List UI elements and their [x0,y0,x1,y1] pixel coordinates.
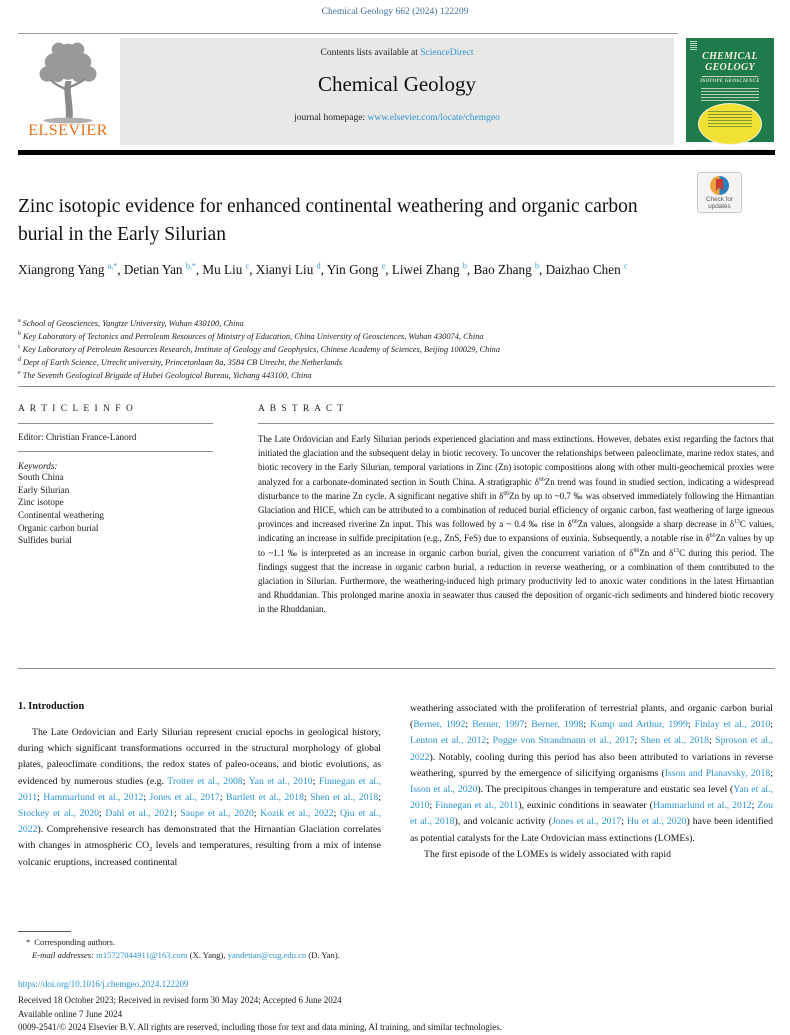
affiliation-text: Dept of Earth Science, Utrecht university, Princetonlaan 8a, 3584 CB Utrecht, the Netherlands [23,358,342,368]
text-segment: , Yin Gong [320,262,382,277]
text-segment: ; [687,719,695,731]
inline-link[interactable]: Kozik et al., 2022 [260,808,334,820]
check-for-updates-badge[interactable] [697,172,742,213]
inline-link[interactable]: Sproson et al., 2022 [410,735,773,763]
affiliation-label: c [18,344,21,351]
contents-line [120,48,674,58]
text-segment: weathering associated with the proliferation of terrestrial plants, and organic carbon burial ( [410,703,773,731]
email-addresses-line [32,949,758,962]
affiliation-text: Key Laboratory of Petroleum Resources Research, Institute of Geology and Geophysics, Chinese Academy of Sciences, Beijing 100029, China [22,345,501,355]
affiliation-text: Key Laboratory of Tectonics and Petroleum Resources of Ministry of Education, China University of Geosciences, Wuhan 430074, China [23,332,484,342]
inline-link[interactable]: Hammarlund et al., 2012 [652,800,752,812]
cover-yellow-ellipse [698,103,762,145]
text-segment: ; [303,791,311,803]
check-updates-line1: Check for [706,196,733,203]
text-segment: 66 [571,519,578,526]
body-column-left [18,701,381,871]
text-segment: 66 [633,547,640,554]
intro-paragraph-right [410,701,773,847]
text-segment: , Liwei Zhang [385,262,463,277]
text-segment: C during this period. The findings suggest that the increase in organic carbon burial, a reduction in reverse weathering, or a combination of them contributed to the glaciation in Silurian. Furthermore, the weathering-induced high primary productivity led to anoxic water conditions in the latest Hirnantian and Rhuddanian. This prolonged marine anoxia in seawater thus caused the deposition of organic-rich sediments and hindered biotic recovery in the Rhuddanian. [258,547,774,615]
text-segment: ; [708,735,716,747]
affiliation-row [18,369,763,382]
intro-paragraph-right-2 [410,847,773,863]
inline-link[interactable]: Shen et al., 2018 [640,735,709,747]
affiliation-label: a [18,318,21,325]
inline-link[interactable]: yandetian@cug.edu.cn [227,950,307,961]
text-segment: Zn values by up to ~1.1 ‰ is interpreted as an increase in organic carbon burial, given the concurrent variation of δ [258,533,774,558]
text-segment: ; [524,719,532,731]
inline-link[interactable]: e [381,261,386,271]
text-segment: ; [486,735,493,747]
text-segment: Zn trend was found in studied section, indicating a widespread disturbance to the marine Zn cycle. A significant negative shift in δ [258,476,774,501]
available-online: Available online 7 June 2024 [18,1008,123,1019]
text-segment: ; [143,791,150,803]
keyword-item: Continental weathering [18,510,104,521]
text-segment: (D. Yan). [306,950,340,961]
cover-title [690,52,770,73]
inline-link[interactable]: b [535,261,539,271]
inline-link[interactable]: Finnegan et al., 2011 [18,775,381,803]
editor-line: Editor: Christian France-Lanord [18,432,137,442]
keyword-item: Early Silurian [18,484,70,495]
inline-link[interactable]: Hammarlund et al., 2012 [43,791,144,803]
text-segment: (X. Yang), [187,950,228,961]
text-segment: ; [333,808,341,820]
introduction-heading: 1. Introduction [18,701,85,712]
abstract-rule [258,423,774,424]
text-segment: ; [770,767,773,779]
crossmark-bookmark-icon [716,179,723,191]
text-segment: E-mail addresses: [32,950,97,961]
affiliation-label: e [18,370,21,377]
text-segment: The first episode of the LOMEs is widely associated with rapid [424,848,671,860]
inline-link[interactable]: Jones et al., 2017 [149,791,220,803]
text-segment: ). The precipitous changes in temperature and eustatic sea level ( [477,784,734,796]
inline-link[interactable]: Trotter et al., 2008 [167,775,243,787]
footnote-rule [18,931,71,932]
journal-title: Chemical Geology [317,72,477,96]
affiliation-text: School of Geosciences, Yangtze University, Wuhan 430100, China [22,319,244,328]
inline-link[interactable]: Zou et al., 2018 [410,800,774,828]
text-segment: , Detian Yan [117,262,186,277]
affiliation-row [18,356,763,369]
contents-prefix: Contents lists available at [320,48,421,58]
text-segment: ; [173,808,181,820]
keyword-item: South China [18,472,64,482]
header-divider-bar [18,150,775,155]
affiliation-text: The Seventh Geological Brigade of Hubei Geological Bureau, Yichang 443100, China [22,371,312,381]
text-segment: C values, indicating an increase in sulfide precipitation (e.g., ZnS, FeS) due to expansions of euxinia. Subsequently, a notable rise in δ [258,519,774,544]
affiliation-row [18,330,763,343]
text-segment: Zn values, alongside a sharp decrease in δ [577,519,735,530]
cover-title-line1: CHEMICAL [702,51,758,62]
inline-link[interactable]: Lenton et al., 2012 [410,735,487,747]
inline-link[interactable]: Isson et al., 2020 [410,784,478,796]
elsevier-wordmark: ELSEVIER [28,122,108,139]
inline-link[interactable]: Pogge von Strandmann et al., 2017 [492,735,635,747]
text-segment: , Mu Liu [195,262,246,277]
keyword-item: Zinc isotope [18,497,64,508]
intro-paragraph-left [18,725,381,871]
text-segment: ; [634,735,641,747]
author-list [18,259,728,280]
inline-link[interactable]: Finlay et al., 2010 [694,719,771,731]
text-segment: ; [219,791,227,803]
text-segment: 13 [673,547,680,554]
footnote-block [18,936,758,963]
text-segment: 66 [538,476,545,483]
abstract-text [258,432,774,616]
elsevier-logo [18,38,118,146]
text-segment: ; [242,775,249,787]
inline-link[interactable]: Yan et al., 2010 [248,775,313,787]
inline-link[interactable]: Dahl et al., 2021 [105,808,174,820]
text-segment: ). Notably, cooling during this period has also been attributed to variations in reverse weathering, spurred by the emergence of silicifying organisms ( [410,751,773,779]
text-segment: 66 [503,490,510,497]
elsevier-tree-icon [18,38,118,124]
homepage-prefix: journal homepage: [294,113,368,123]
homepage-line [120,113,674,123]
inline-link[interactable]: Bartlett et al., 2018 [226,791,304,803]
text-segment: 66 [709,533,716,540]
journal-reference: Chemical Geology 662 (2024) 122209 [321,7,469,17]
text-segment: , Xianyi Liu [249,262,317,277]
inline-link[interactable]: Finnegan et al., 2011 [435,800,519,812]
inline-link[interactable]: m15727044911@163.com [96,950,188,961]
abstract-column [258,404,774,616]
cover-editor-names [701,88,759,101]
journal-header-box [120,38,674,145]
text-segment: , Daizhao Chen [539,262,624,277]
inline-link[interactable]: c [245,261,250,271]
affiliation-row [18,343,763,356]
text-segment: ; [465,719,473,731]
text-segment: ; [378,791,381,803]
cover-subtitle: ISOTOPE GEOSCIENCE [700,79,760,84]
article-info-rule2 [18,451,213,452]
header-top-rule [18,33,678,34]
article-info-rule1 [18,423,213,424]
cover-divider [702,76,758,77]
keyword-item: Organic carbon burial [18,522,99,533]
copyright-line: 0009-2541/© 2024 Elsevier B.V. All rights are reserved, including those for text and data mining, AI training, and similar technologies. [18,1022,502,1033]
inline-link[interactable]: Berner, 1998 [531,719,584,731]
affiliation-label: d [18,357,21,364]
inline-link[interactable]: Saupe et al., 2020 [180,808,254,820]
text-segment: , Bao Zhang [466,262,535,277]
text-segment: 13 [734,519,740,526]
text-segment: ; [621,816,627,828]
keyword-item: Sulfides burial [18,535,72,546]
text-segment: ; [429,800,436,812]
section-rule-top [18,386,775,387]
inline-link[interactable]: Yan et al., 2010 [410,784,773,812]
inline-link[interactable]: a,* [107,261,118,271]
text-segment: Zn by up to ~0.7 ‰ was observed immediately following the Hirnantian Glaciation and HICE, which can be attributed to a combination of reduced burial efficiency of organic carbon, fast weathering of large igneous provinces and increased riverine Zn input. This was followed by a ~ 0.4 ‰ rise in δ [258,490,774,530]
inline-link[interactable]: Kump and Arthur, 1999 [590,719,688,731]
text-segment: ; [583,719,591,731]
text-segment: ; [751,800,758,812]
cover-emblem-icon [690,41,697,50]
text-segment: The Late Ordovician and Early Silurian periods experienced glaciation and mass extinctions. However, debates exist regarding the factors that initiated the glaciation and the subsequent delay in biotic recovery. To uncover the relationships between paleoclimate, marine redox states, and biotic recovery in the Early Silurian, temporal variations in Zinc (Zn) isotopic compositions along with other multi-geochemical proxies were analyzed for a carbonate-dominated section in South China. A stratigraphic δ [258,434,774,487]
keywords-label: Keywords: [18,461,58,471]
text-segment: ), euxinic conditions in seawater ( [518,800,653,812]
article-info-heading: A R T I C L E I N F O [18,404,135,414]
text-segment: ; [312,775,319,787]
cover-title-line2: GEOLOGY [705,61,755,73]
check-updates-line2: updates [708,203,731,211]
text-segment: ; [98,808,106,820]
text-segment: ) have been identified as potential catalysts for the Late Ordovician mass extinctions (LOMEs). [410,816,773,844]
article-info-column [18,404,213,547]
text-segment: ), and volcanic activity ( [454,816,552,828]
affiliations [18,317,763,382]
affiliation-row [18,317,763,330]
inline-link[interactable]: Berner, 1997 [472,719,525,731]
text-segment: ). Comprehensive research has demonstrated that the Hirnantian Glaciation correlates with changes in atmospheric CO [18,824,381,852]
corresponding-text: Corresponding authors. [34,937,115,947]
text-segment: 2 [149,846,153,854]
inline-link[interactable]: Hu et al., 2020 [626,816,687,828]
corresponding-authors-note [18,936,758,949]
inline-link[interactable]: Qiu et al., 2022 [18,808,382,836]
text-segment: ; [253,808,261,820]
inline-link[interactable]: b [462,261,467,271]
text-segment: Zn and δ [639,547,674,558]
received-dates: Received 18 October 2023; Received in revised form 30 May 2024; Accepted 6 June 2024 [18,995,342,1006]
inline-link[interactable]: Shen et al., 2018 [310,791,379,803]
inline-link[interactable]: Jones et al., 2017 [551,816,622,828]
footer-block [18,978,775,1035]
article-title: Zinc isotopic evidence for enhanced continental weathering and organic carbon burial in the Early Silurian [18,196,638,245]
text-segment: ; [770,719,774,731]
sciencedirect-link[interactable]: ScienceDirect [420,48,474,58]
inline-link[interactable]: Isson and Planavsky, 2018 [664,767,771,779]
cover-ellipse-text [708,111,752,127]
affiliation-label: b [18,331,21,338]
journal-cover-thumbnail[interactable] [686,38,774,142]
inline-link[interactable]: Berner, 1992 [413,719,466,731]
inline-link[interactable]: Stockey et al., 2020 [18,808,99,820]
check-updates-label [698,196,741,210]
body-column-right [410,701,773,863]
doi-link[interactable]: https://doi.org/10.1016/j.chemgeo.2024.122209 [18,979,189,989]
crossmark-icon [710,176,729,195]
text-segment: levels and temperatures, resulting from a mix of intense volcanic eruptions, increased continental [18,840,382,868]
homepage-link[interactable]: www.elsevier.com/locate/chemgeo [367,113,500,123]
abstract-heading: A B S T R A C T [258,404,345,414]
section-rule-bottom [18,668,775,669]
asterisk: * [26,937,31,947]
inline-link[interactable]: b,* [185,261,196,271]
inline-link[interactable]: d [316,261,321,271]
text-segment: Xiangrong Yang [18,262,108,277]
text-segment: ; [37,791,44,803]
inline-link[interactable]: c [623,261,628,271]
text-segment: The Late Ordovician and Early Silurian represent crucial epochs in geological history, during which significant transformations occurred in the structural morphology of global plates, paleoclimate conditions, the redox states of paleo-oceans, and biotic evolutions, as evidenced by numerous studies (e.g. [18,727,381,787]
